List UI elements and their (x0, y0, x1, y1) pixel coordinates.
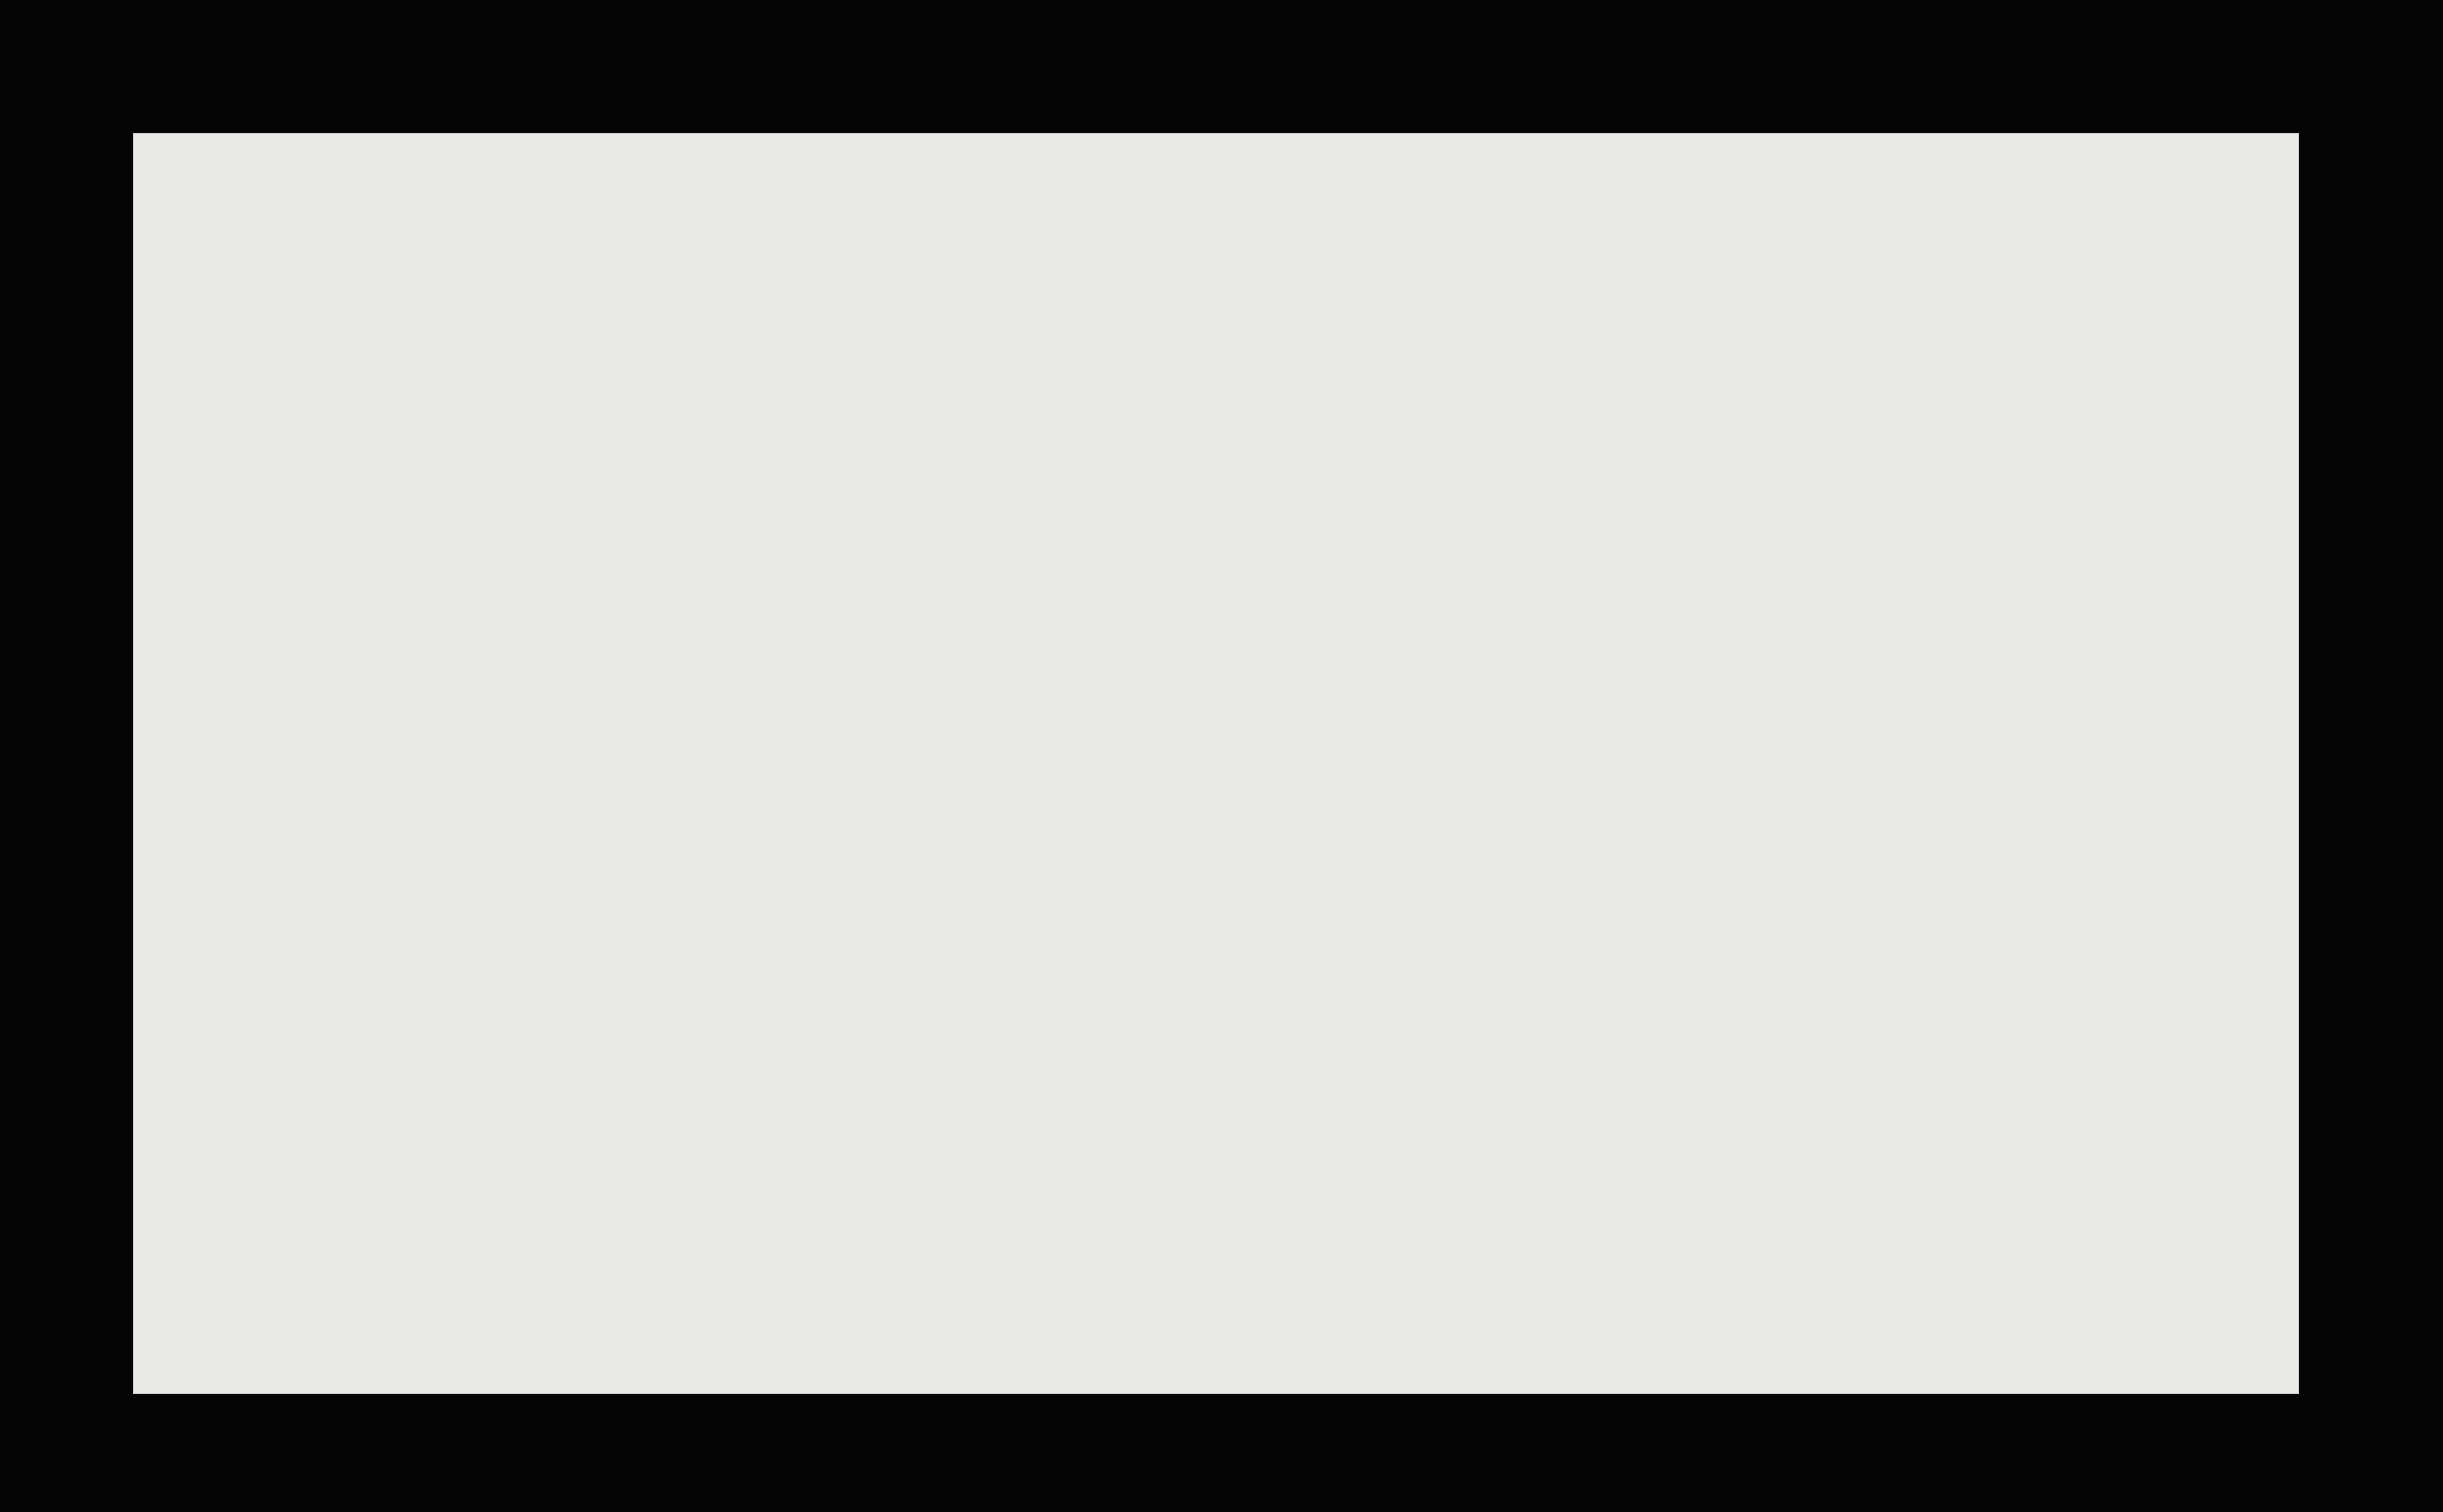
form-grid-lines (134, 134, 2298, 1393)
census-form-sheet (134, 134, 2298, 1393)
